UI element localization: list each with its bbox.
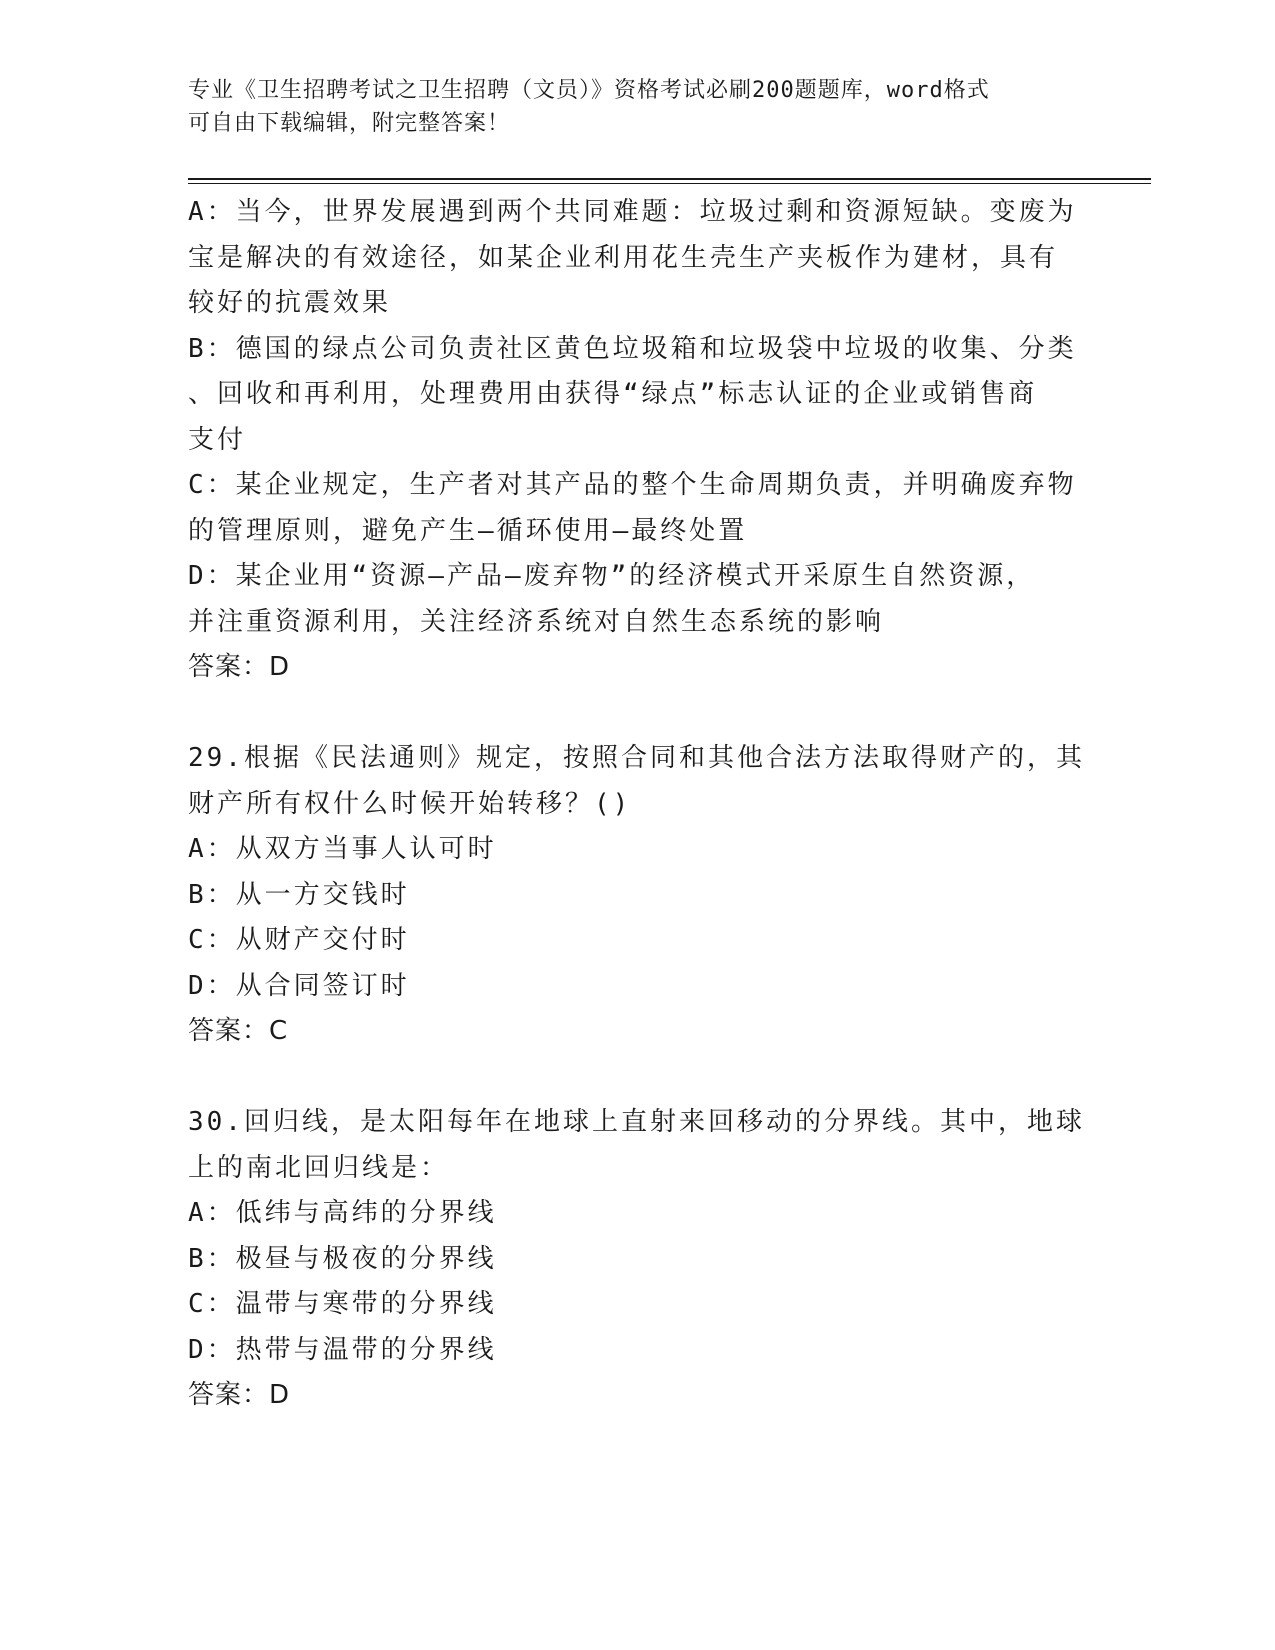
option-b: B：从一方交钱时: [188, 879, 410, 910]
option-line: A：当今，世界发展遇到两个共同难题：垃圾过剩和资源短缺。变废为: [188, 197, 1077, 227]
option-a: [188, 190, 1078, 327]
option-line: 的管理原则，避免产生—循环使用—最终处置: [188, 515, 748, 546]
option-b: [188, 327, 1078, 464]
header-line-2: 可自由下载编辑，附完整答案！: [188, 111, 511, 136]
option-line: 、回收和再利用，处理费用由获得“绿点”标志认证的企业或销售商: [188, 379, 1038, 409]
option-a: A：低纬与高纬的分界线: [188, 1198, 497, 1228]
option-a: A：从双方当事人认可时: [188, 834, 497, 864]
option-line: B：德国的绿点公司负责社区黄色垃圾箱和垃圾袋中垃圾的收集、分类: [188, 333, 1077, 364]
spacer: [188, 691, 1078, 737]
header-divider-thick: [188, 178, 1151, 180]
header-divider-thin: [188, 183, 1151, 184]
option-d: D：从合同签订时: [188, 970, 410, 1001]
option-line: 宝是解决的有效途径，如某企业利用花生壳生产夹板作为建材，具有: [188, 242, 1059, 273]
option-b: B：极昼与极夜的分界线: [188, 1243, 497, 1274]
answer-label: 答案：C: [188, 1016, 289, 1046]
question-content: [188, 190, 1085, 1419]
question-30: [188, 1100, 1085, 1419]
question-29: [188, 736, 1085, 1055]
question-line: 30.回归线，是太阳每年在地球上直射来回移动的分界线。其中，地球: [188, 1107, 1085, 1137]
option-line: 支付: [188, 424, 247, 455]
option-line: D：某企业用“资源—产品—废弃物”的经济模式开采原生自然资源，: [188, 561, 1036, 591]
question-line: 财产所有权什么时候开始转移？(): [188, 788, 632, 819]
question-text: [188, 1100, 1085, 1191]
header-line-1: 专业《卫生招聘考试之卫生招聘（文员）》资格考试必刷200题题库，word格式: [188, 78, 990, 103]
option-c: C：温带与寒带的分界线: [188, 1289, 497, 1319]
question-text: [188, 736, 1085, 827]
option-line: 较好的抗震效果: [188, 288, 392, 318]
answer-label: 答案：D: [188, 1380, 291, 1410]
option-c: [188, 463, 1078, 554]
page-header: [188, 74, 1088, 140]
option-d: D：热带与温带的分界线: [188, 1334, 497, 1365]
question-line: 29.根据《民法通则》规定，按照合同和其他合法方法取得财产的，其: [188, 743, 1085, 773]
question-28: [188, 190, 1078, 691]
option-line: C：某企业规定，生产者对其产品的整个生命周期负责，并明确废弃物: [188, 470, 1077, 500]
question-line: 上的南北回归线是：: [188, 1152, 450, 1183]
answer-label: 答案：D: [188, 652, 291, 682]
option-line: 并注重资源利用，关注经济系统对自然生态系统的影响: [188, 606, 885, 637]
spacer: [188, 1055, 1078, 1101]
option-c: C：从财产交付时: [188, 925, 410, 955]
option-d: [188, 554, 1078, 645]
